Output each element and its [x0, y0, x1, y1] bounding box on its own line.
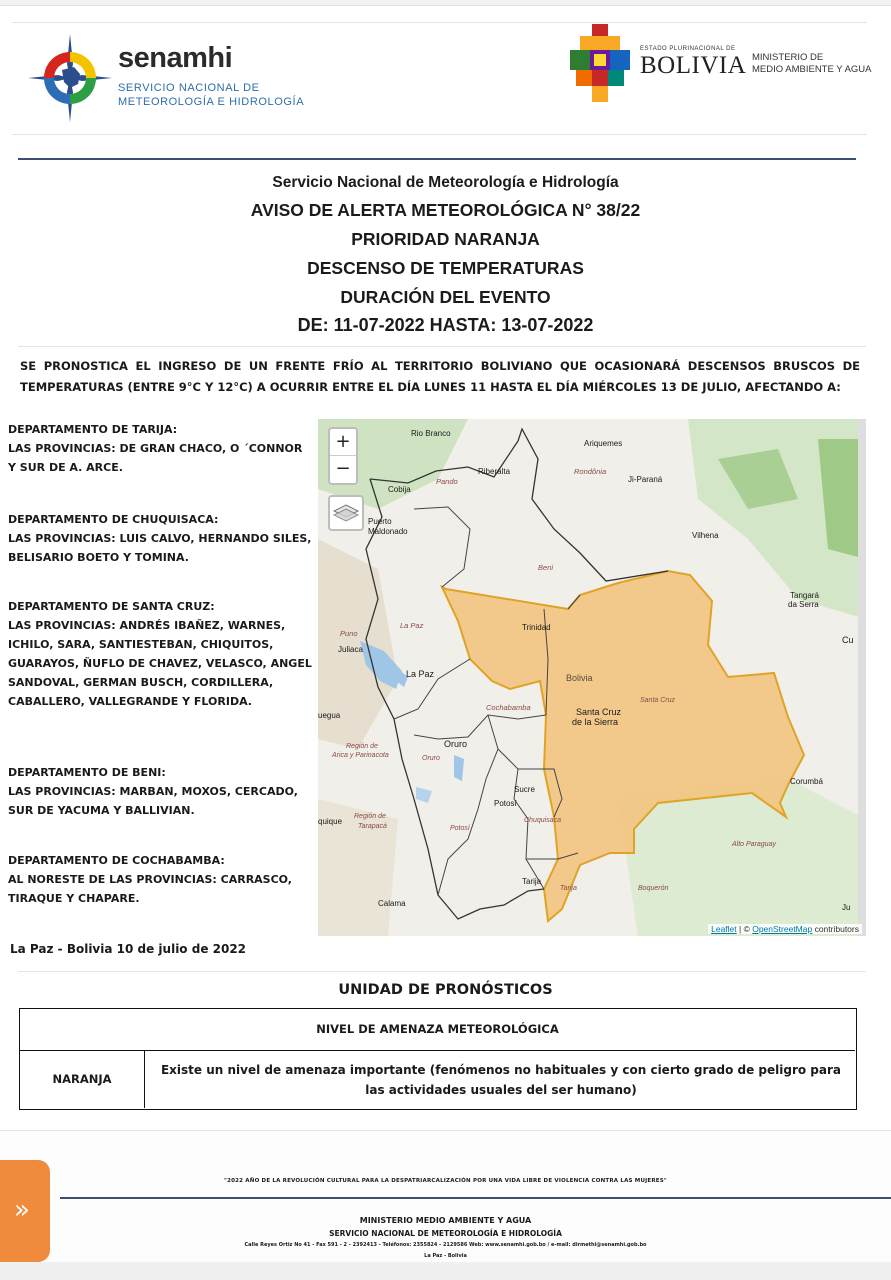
map-label: Boquerón [638, 885, 669, 892]
senamhi-logo-icon [28, 34, 112, 122]
footer-service: SERVICIO NACIONAL DE METEOROLOGÍA E HIDROLOGÍA [329, 1229, 562, 1238]
map-label: Cochabamba [486, 703, 531, 712]
department-detail: AL NORESTE DE LAS PROVINCIAS: CARRASCO, TIRAQUE Y CHAPARE. [8, 873, 292, 905]
map-label: Rondônia [574, 467, 607, 476]
department-name: DEPARTAMENTO DE TARIJA: [8, 423, 178, 436]
alert-map[interactable] [318, 419, 866, 936]
map-label: Juliaca [338, 645, 363, 654]
map-label: Cu [842, 635, 854, 645]
threat-table-header: NIVEL DE AMENAZA METEOROLÓGICA [20, 1009, 855, 1051]
forecast-unit-title: UNIDAD DE PRONÓSTICOS [338, 982, 553, 998]
intro-divider [18, 346, 866, 347]
unit-divider [18, 971, 866, 972]
department-name: DEPARTAMENTO DE COCHABAMBA: [8, 854, 225, 867]
ministry-line1: MINISTERIO DE [752, 52, 824, 63]
department-chuquisaca [8, 510, 314, 567]
zoom-in-button[interactable]: + [330, 429, 356, 456]
title-divider [18, 158, 856, 160]
map-attribution [708, 924, 862, 934]
map-label: Oruro [444, 739, 468, 749]
map-label: Tarija [560, 885, 577, 892]
map-label: Bolivia [566, 673, 593, 683]
footer-slogan: "2022 AÑO DE LA REVOLUCIÓN CULTURAL PARA LA DESPATRIARCALIZACIÓN POR UNA VIDA LIBRE DE VIOLENCIA CONTRA LAS MUJERES" [224, 1178, 667, 1184]
alert-title-block [0, 172, 891, 338]
map-label: Arica y Parinacota [332, 752, 389, 759]
alert-dates: DE: 11-07-2022 HASTA: 13-07-2022 [297, 315, 594, 335]
header-divider-top [12, 22, 867, 23]
map-label: Tangará [790, 591, 819, 600]
openstreetmap-link[interactable]: OpenStreetMap [752, 924, 813, 934]
brand-name: senamhi [118, 42, 233, 74]
map-label: Tarija [522, 877, 542, 886]
department-detail: LAS PROVINCIAS: MARBAN, MOXOS, CERCADO, SUR DE YACUMA Y BALLIVIAN. [8, 785, 298, 817]
map-label: Puerto [368, 517, 392, 526]
map-label: Región de [346, 743, 378, 750]
double-chevron-right-icon: » [14, 1195, 30, 1225]
map-label: Puno [340, 629, 358, 638]
layers-button[interactable] [328, 495, 364, 531]
department-cochabamba [8, 851, 314, 908]
letterhead [0, 10, 891, 136]
leaflet-link[interactable]: Leaflet [711, 924, 737, 934]
attribution-tail: contributors [812, 924, 859, 934]
department-name: DEPARTAMENTO DE SANTA CRUZ: [8, 600, 215, 613]
map-label: Potosí [494, 799, 517, 808]
zoom-out-button[interactable]: − [335, 458, 351, 479]
department-name: DEPARTAMENTO DE CHUQUISACA: [8, 513, 219, 526]
alert-event: DESCENSO DE TEMPERATURAS [307, 258, 584, 278]
map-label: Ju [842, 903, 851, 912]
alert-number: AVISO DE ALERTA METEOROLÓGICA N° 38/22 [250, 200, 641, 220]
layers-icon [330, 497, 362, 529]
map-label: Ariquemes [584, 439, 623, 448]
department-santa-cruz [8, 597, 314, 711]
department-detail: LAS PROVINCIAS: LUIS CALVO, HERNANDO SILES, BELISARIO BOETO Y TOMINA. [8, 532, 312, 564]
footer-ministry: MINISTERIO MEDIO AMBIENTE Y AGUA [359, 1216, 532, 1225]
map-label: Calama [378, 899, 406, 908]
map-label: Vilhena [692, 531, 719, 540]
state-name-small: ESTADO PLURINACIONAL DE [640, 46, 736, 52]
map-label: Región de [354, 813, 386, 820]
map-label: Rio Branco [411, 429, 451, 438]
map-label: Sucre [514, 785, 535, 794]
department-beni [8, 763, 314, 820]
map-label: Santa Cruz [576, 707, 622, 717]
map-label: Riberalta [478, 467, 511, 476]
threat-level-description: Existe un nivel de amenaza importante (fenómenos no habituales y con cierto grado de peligro para las actividades usuales del ser humano) [160, 1063, 842, 1097]
map-label: quique [318, 817, 343, 826]
header-divider-bottom [12, 134, 867, 135]
department-detail: LAS PROVINCIAS: ANDRÉS IBAÑEZ, WARNES, ICHILO, SARA, SANTIESTEBAN, CHIQUITOS, GUARAYOS, ÑUFLO DE CHAVEZ, VELASCO, ANGEL SANDOVAL, GERMAN BUSCH, CORDILLERA, CABALLERO, VALLEGRANDE Y FLORIDA. [8, 619, 312, 708]
ministry-line2: MEDIO AMBIENTE Y AGUA [752, 64, 872, 75]
attribution-separator: | © [736, 924, 753, 934]
zoom-control [328, 427, 358, 485]
bottom-strip [0, 1262, 891, 1280]
organization-name: Servicio Nacional de Meteorología e Hidrología [272, 174, 619, 191]
map-label: da Serra [788, 600, 819, 609]
alert-duration-label: DURACIÓN DEL EVENTO [340, 287, 551, 307]
alert-priority: PRIORIDAD NARANJA [351, 229, 540, 249]
map-label: uegua [318, 711, 341, 720]
state-name: BOLIVIA [640, 52, 747, 79]
threat-level-name: NARANJA [20, 1051, 145, 1108]
place-and-date: La Paz - Bolivia 10 de julio de 2022 [10, 942, 247, 956]
map-label: de la Sierra [572, 717, 619, 727]
map-label: Pando [436, 477, 458, 486]
map-label: Cobija [388, 485, 411, 494]
map-label: Beni [538, 563, 554, 572]
footer-divider [60, 1197, 891, 1199]
top-strip [0, 0, 891, 6]
map-label: Chuquisaca [524, 817, 561, 824]
map-label: La Paz [400, 621, 424, 630]
department-tarija [8, 420, 314, 477]
map-label: Trinidad [522, 623, 551, 632]
map-label: Potosí [450, 825, 470, 832]
map-label: Ji-Paraná [628, 475, 663, 484]
department-name: DEPARTAMENTO DE BENI: [8, 766, 166, 779]
footer-contact: Calle Reyes Ortiz No 41 - Fax 591 - 2 - 2392413 - Teléfonos: 2355824 - 2129586 Web: www.senamhi.gob.bo / e-mail: dirmethi@senamhi.gob.bo [244, 1242, 647, 1248]
map-label: Maldonado [368, 527, 408, 536]
brand-subtitle-line2: METEOROLOGÍA E HIDROLOGÍA [118, 96, 305, 108]
threat-level-table [19, 1008, 857, 1110]
map-label: La Paz [406, 669, 435, 679]
next-page-button[interactable] [0, 1160, 50, 1262]
brand-subtitle-line1: SERVICIO NACIONAL DE [118, 82, 260, 94]
footer-city: La Paz - Bolivia [424, 1253, 467, 1259]
map-label: Santa Cruz [640, 697, 676, 704]
bolivia-emblem-icon [570, 24, 630, 102]
forecast-intro: SE PRONOSTICA EL INGRESO DE UN FRENTE FRÍO AL TERRITORIO BOLIVIANO QUE OCASIONARÁ DESCENSOS BRUSCOS DE TEMPERATURAS (ENTRE 9°C Y 12°C) A OCURRIR ENTRE EL DÍA LUNES 11 HASTA EL DÍA MIÉRCOLES 13 DE JULIO, AFECTANDO A: [20, 359, 860, 394]
map-label: Tarapacá [358, 823, 387, 830]
map-label: Oruro [422, 755, 440, 762]
map-label: Alto Paraguay [732, 841, 776, 848]
map-label: Corumbá [790, 777, 823, 786]
department-detail: LAS PROVINCIAS: DE GRAN CHACO, O ´CONNOR Y SUR DE A. ARCE. [8, 442, 303, 474]
